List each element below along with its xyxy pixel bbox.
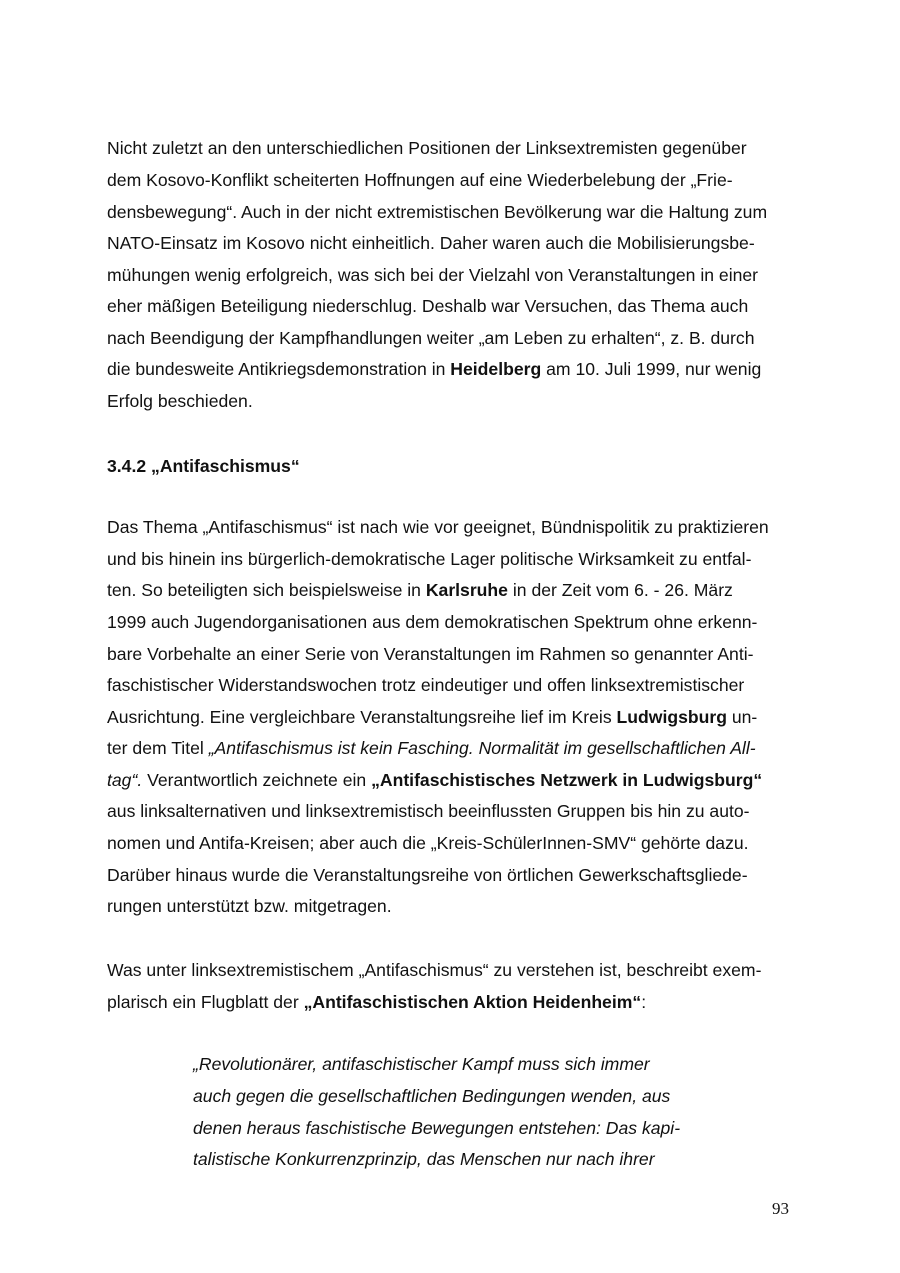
organization-name: „Antifaschistisches Netzwerk in Ludwigsburg“ (371, 770, 763, 790)
place-name-ludwigsburg: Ludwigsburg (616, 707, 727, 727)
quote-line: auch gegen die gesellschaftlichen Bedingungen wenden, aus (193, 1086, 671, 1106)
place-name-heidelberg: Heidelberg (450, 359, 542, 379)
paragraph-2-line: Das Thema „Antifaschismus“ ist nach wie vor geeignet, Bündnispolitik zu praktizieren (107, 517, 769, 537)
paragraph-3-line: plarisch ein Flugblatt der „Antifaschistischen Aktion Heidenheim“: (107, 992, 647, 1012)
quote-line: „Revolutionärer, antifaschistischer Kampf muss sich immer (193, 1054, 650, 1074)
paragraph-2-line: nomen und Antifa-Kreisen; aber auch die „Kreis-SchülerInnen-SMV“ gehörte dazu. (107, 833, 749, 853)
organization-name: „Antifaschistischen Aktion Heidenheim“ (303, 992, 642, 1012)
paragraph-1-line: NATO-Einsatz im Kosovo nicht einheitlich. Daher waren auch die Mobilisierungsbe- (107, 233, 755, 253)
paragraph-2-line: bare Vorbehalte an einer Serie von Veranstaltungen im Rahmen so genannter Anti- (107, 644, 754, 664)
paragraph-1-line: Nicht zuletzt an den unterschiedlichen Positionen der Linksextremisten gegenüber (107, 138, 747, 158)
paragraph-2-line: 1999 auch Jugendorganisationen aus dem demokratischen Spektrum ohne erkenn- (107, 612, 758, 632)
paragraph-2-line: und bis hinein ins bürgerlich-demokratische Lager politische Wirksamkeit zu entfal- (107, 549, 752, 569)
paragraph-2-line: Ausrichtung. Eine vergleichbare Veranstaltungsreihe lief im Kreis Ludwigsburg un- (107, 707, 758, 727)
paragraph-2-line: tag“. Verantwortlich zeichnete ein „Antifaschistisches Netzwerk in Ludwigsburg“ (107, 770, 763, 790)
paragraph-2-line: Darüber hinaus wurde die Veranstaltungsreihe von örtlichen Gewerkschaftsgliede- (107, 865, 748, 885)
paragraph-3-line: Was unter linksextremistischem „Antifaschismus“ zu verstehen ist, beschreibt exem- (107, 960, 762, 980)
paragraph-1-line: densbewegung“. Auch in der nicht extremistischen Bevölkerung war die Haltung zum (107, 202, 768, 222)
paragraph-1-line: die bundesweite Antikriegsdemonstration in Heidelberg am 10. Juli 1999, nur wenig (107, 359, 762, 379)
section-heading: 3.4.2 „Antifaschismus“ (107, 456, 300, 476)
paragraph-2-line: ten. So beteiligten sich beispielsweise in Karlsruhe in der Zeit vom 6. - 26. März (107, 580, 733, 600)
paragraph-2-line: aus linksalternativen und linksextremistisch beeinflussten Gruppen bis hin zu auto- (107, 801, 750, 821)
paragraph-1-line: Erfolg beschieden. (107, 391, 253, 411)
paragraph-2-line: rungen unterstützt bzw. mitgetragen. (107, 896, 392, 916)
paragraph-2-line: ter dem Titel „Antifaschismus ist kein Fasching. Normalität im gesellschaftlichen All- (107, 738, 756, 758)
quote-line: talistische Konkurrenzprinzip, das Menschen nur nach ihrer (193, 1149, 655, 1169)
paragraph-1-line: nach Beendigung der Kampfhandlungen weiter „am Leben zu erhalten“, z. B. durch (107, 328, 755, 348)
paragraph-1-line: dem Kosovo-Konflikt scheiterten Hoffnungen auf eine Wiederbelebung der „Frie- (107, 170, 733, 190)
paragraph-2-line: faschistischer Widerstandswochen trotz eindeutiger und offen linksextremistischer (107, 675, 745, 695)
page-number: 93 (772, 1199, 789, 1218)
paragraph-1-line: eher mäßigen Beteiligung niederschlug. Deshalb war Versuchen, das Thema auch (107, 296, 749, 316)
place-name-karlsruhe: Karlsruhe (425, 580, 508, 600)
event-title: „Antifaschismus ist kein Fasching. Normalität im gesellschaftlichen All- (208, 738, 756, 758)
quote-line: denen heraus faschistische Bewegungen entstehen: Das kapi- (193, 1118, 681, 1138)
paragraph-1-line: mühungen wenig erfolgreich, was sich bei der Vielzahl von Veranstaltungen in einer (107, 265, 759, 285)
event-title-end: tag“. (107, 770, 143, 790)
